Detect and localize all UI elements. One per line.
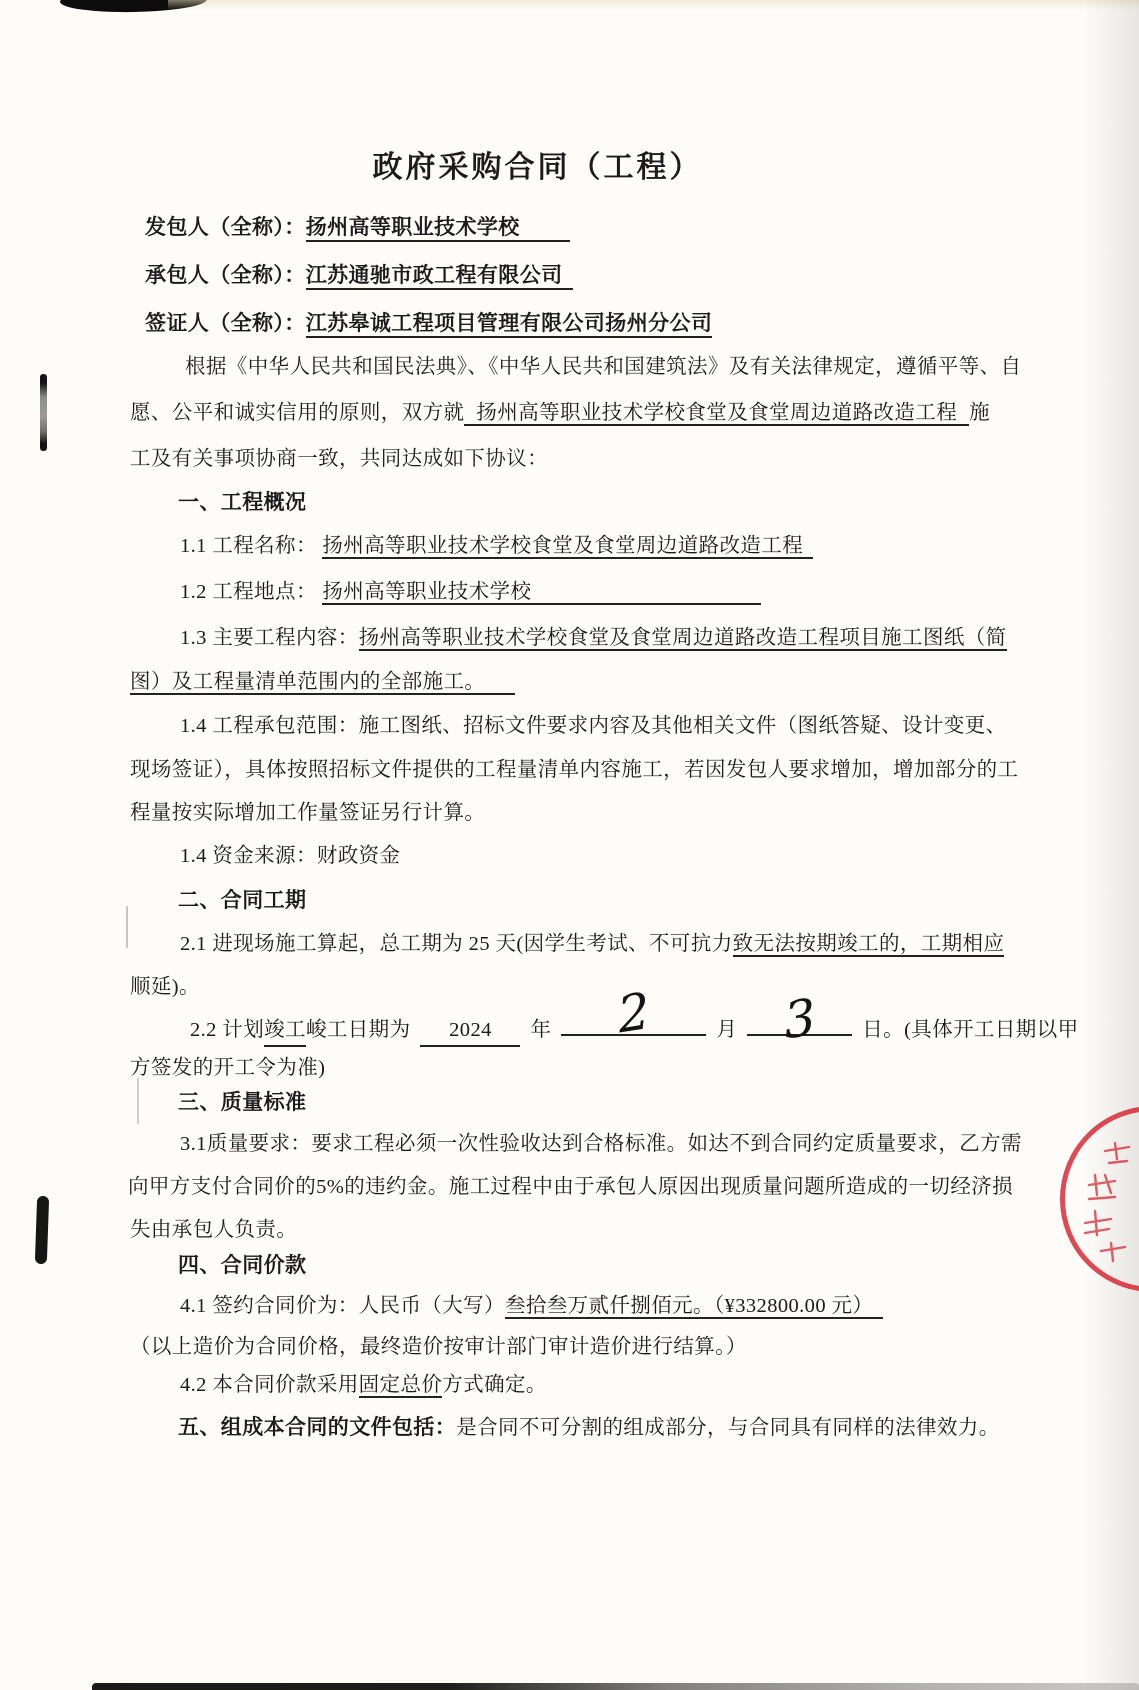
item-4-2-after: 方式确定。 [442,1374,547,1396]
item-2-2-underline-1: 竣工 [264,1015,306,1047]
item-1-2-label: 1.2 工程地点： [180,581,317,603]
item-2-2 [190,981,1079,1051]
preamble-line-3: 工及有关事项协商一致，共同达成如下协议： [130,448,548,470]
section-2-heading: 二、合同工期 [178,888,307,912]
employer-label: 发包人（全称）： [145,215,306,239]
item-2-1-continued: 顺延)。 [130,976,200,998]
item-2-1-underlined: 致无法按期竣工的，工期相应 [732,933,1005,955]
handwritten-day: 3 [781,987,819,1051]
item-4-1 [180,1291,883,1321]
item-2-2-month-char: 月 [716,1019,738,1041]
contractor-label: 承包人（全称）： [145,263,306,287]
preamble-line-2-after: 施 [969,402,991,424]
witness-value: 江苏皋诚工程项目管理有限公司扬州分公司 [306,311,713,338]
item-4-2-underlined: 固定总价 [358,1374,443,1396]
scan-artifact-bottom-band [92,1683,1139,1690]
item-3-1-line-1: 3.1质量要求：要求工程必须一次性验收达到合格标准。如达不到合同约定质量要求，乙方需 [180,1133,1022,1155]
item-4-1-before: 4.1 签约合同价为：人民币（大写） [180,1295,505,1317]
preamble-line-2-before: 愿、公平和诚实信用的原则，双方就 [130,402,465,424]
section-3-heading: 三、质量标准 [178,1090,307,1114]
scan-artifact-top-tint [168,0,1139,10]
section-5-heading: 五、组成本合同的文件包括： [178,1415,457,1439]
item-2-2-month-blank [561,981,706,1045]
item-1-3-value-line-1: 扬州高等职业技术学校食堂及食堂周边道路改造工程项目施工图纸（简 [358,627,1007,649]
item-1-3-label: 1.3 主要工程内容： [180,627,359,649]
witness-label: 签证人（全称）： [145,311,306,335]
party-line-witness [145,308,712,338]
item-1-4-scope-line-3: 程量按实际增加工作量签证另行计算。 [130,802,486,824]
item-1-1-label: 1.1 工程名称： [180,535,317,557]
item-1-4-funding: 1.4 资金来源：财政资金 [180,845,401,867]
section-5-text: 是合同不可分割的组成部分，与合同具有同样的法律效力。 [456,1417,1000,1439]
red-seal [1060,1106,1139,1292]
item-4-2 [180,1370,547,1400]
item-2-1-before: 2.1 进现场施工算起，总工期为 25 天(因学生考试、不可抗力 [180,933,733,955]
contract-title: 政府采购合同（工程） [372,151,703,184]
item-2-2-tail: 日。(具体开工日期以甲 [862,1019,1079,1041]
employer-value: 扬州高等职业技术学校 [306,215,570,242]
item-1-2 [180,577,761,607]
red-seal-glyph-strokes [1071,1139,1139,1269]
party-line-employer [145,212,570,242]
item-1-2-value: 扬州高等职业技术学校 [322,581,761,605]
section-1-heading: 一、工程概况 [178,490,307,514]
item-2-2-day-blank [747,987,852,1051]
section-4-heading: 四、合同价款 [178,1253,307,1277]
item-2-2-continued: 方签发的开工令为准) [130,1057,326,1079]
item-1-4-scope-line-2: 现场签证），具体按照招标文件提供的工程量清单内容施工，若因发包人要求增加，增加部分的工 [130,759,1019,781]
preamble-line-1: 根据《中华人民共和国民法典》、《中华人民共和国建筑法》及有关法律规定，遵循平等、自 [185,356,1022,378]
item-2-2-mid: 峻工日期为 [305,1019,411,1041]
item-2-2-before: 2.2 计划 [190,1019,265,1041]
item-3-1-line-2: 向甲方支付合同价的5%的违约金。施工过程中由于承包人原因出现质量问题所造成的一切经济损 [128,1176,1014,1198]
item-1-3-continued [130,667,515,697]
item-2-2-year-value: 2024 [420,1015,520,1047]
contractor-value: 江苏通驰市政工程有限公司 [306,263,573,290]
item-4-1-note: （以上造价为合同价格，最终造价按审计部门审计造价进行结算。） [130,1336,747,1358]
section-5-line [178,1412,1000,1443]
scan-artifact-left-line [40,374,47,451]
item-1-1 [180,531,813,561]
item-3-1-line-3: 失由承包人负责。 [130,1219,298,1241]
item-1-4-scope [180,711,1007,741]
item-2-1 [180,929,1004,959]
scan-artifact-right-shade [1084,0,1139,1690]
item-2-2-year-char: 年 [530,1019,552,1041]
party-line-contractor [145,260,573,290]
item-1-3-value-line-2: 图）及工程量清单范围内的全部施工。 [130,671,515,695]
item-1-1-value: 扬州高等职业技术学校食堂及食堂周边道路改造工程 [322,535,813,559]
project-name-underlined: 扬州高等职业技术学校食堂及食堂周边道路改造工程 [464,402,969,426]
item-4-2-before: 4.2 本合同价款采用 [180,1374,359,1396]
item-4-1-amount-underlined: 叁拾叁万贰仟捌佰元。（¥332800.00 元） [505,1295,883,1319]
item-1-3 [180,623,1007,653]
item-1-4-scope-label: 1.4 工程承包范围： [180,715,359,737]
scan-artifact-left-blob [35,1196,49,1264]
item-1-4-scope-line-1: 施工图纸、招标文件要求内容及其他相关文件（图纸答疑、设计变更、 [358,715,1007,737]
scan-artifact-faint-mark-1 [126,906,128,948]
handwritten-month: 2 [615,981,653,1045]
scan-artifact-faint-mark-2 [137,1078,139,1124]
preamble-line-2 [130,398,990,428]
